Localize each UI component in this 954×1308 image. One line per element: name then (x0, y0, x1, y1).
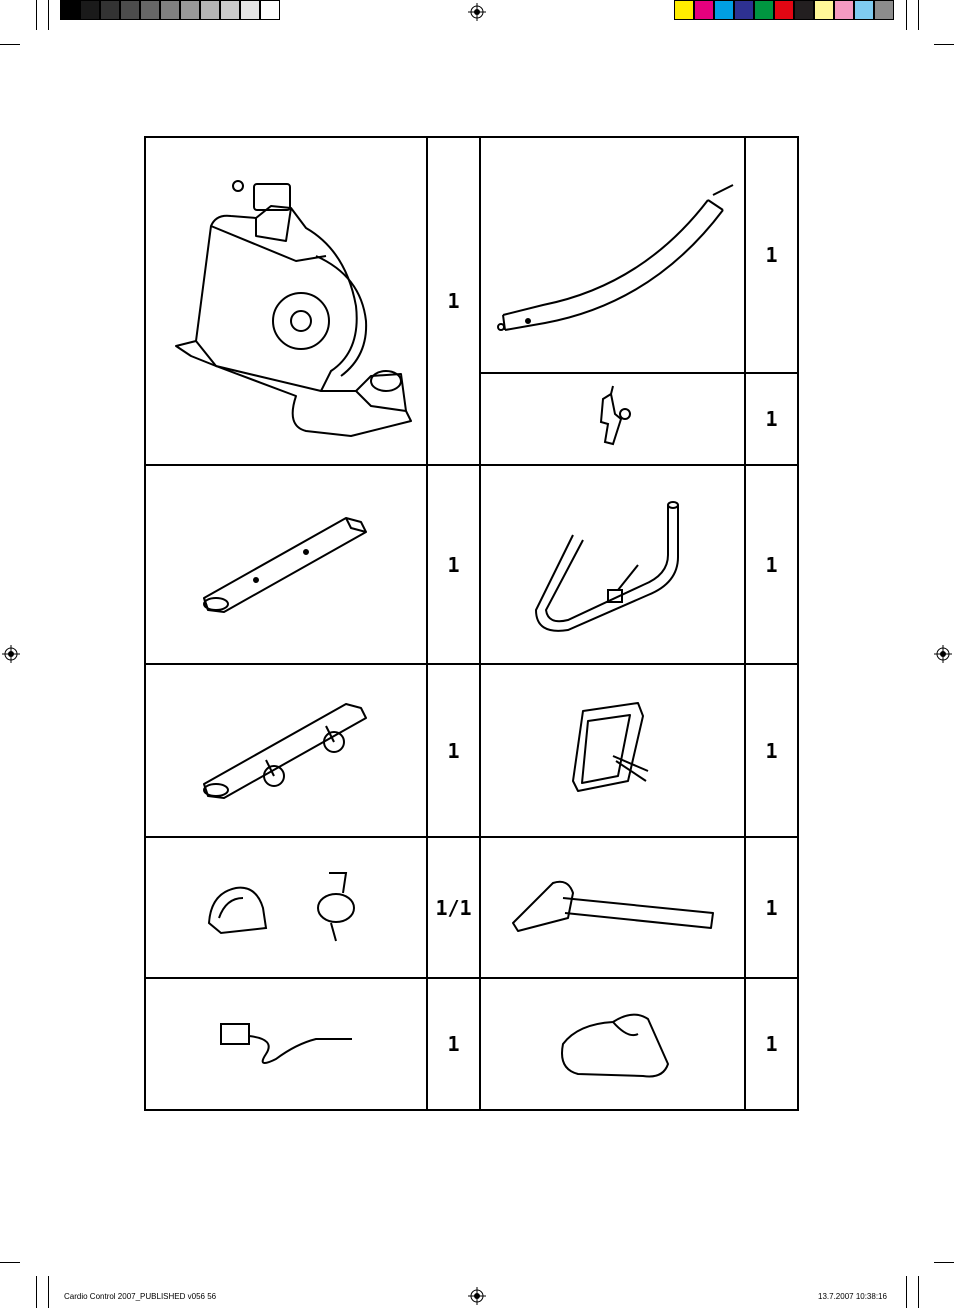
curved-tube-icon (483, 175, 743, 335)
part-cell (480, 373, 745, 465)
qty-cell (427, 837, 480, 978)
color-swatch (220, 0, 240, 20)
part-quantity: 1 (765, 552, 778, 577)
rear-stabilizer-icon (196, 510, 376, 620)
registration-mark-icon (934, 645, 952, 663)
part-quantity: 1 (765, 895, 778, 920)
part-quantity: 1 (447, 738, 460, 763)
color-swatch (140, 0, 160, 20)
qty-cell (745, 465, 798, 664)
crop-mark (0, 44, 20, 45)
color-swatch (160, 0, 180, 20)
color-swatch (180, 0, 200, 20)
color-swatch (774, 0, 794, 20)
color-swatch (100, 0, 120, 20)
part-cell (480, 465, 745, 664)
color-swatch (200, 0, 220, 20)
part-quantity: 1/1 (435, 895, 472, 920)
front-stabilizer-wheels-icon (196, 696, 376, 806)
qty-cell (745, 137, 798, 373)
color-swatch (834, 0, 854, 20)
console-icon (568, 701, 658, 801)
color-swatch (714, 0, 734, 20)
parts-list-table (144, 136, 799, 1111)
qty-cell (745, 837, 798, 978)
crop-mark (36, 1276, 37, 1308)
part-quantity: 1 (765, 1032, 778, 1056)
color-swatch (240, 0, 260, 20)
part-cell (145, 137, 427, 465)
crop-mark (48, 1276, 49, 1308)
color-swatch (814, 0, 834, 20)
part-cell (145, 465, 427, 664)
qty-cell (745, 373, 798, 465)
crop-mark (918, 1276, 919, 1308)
crop-mark (934, 44, 954, 45)
crop-mark (0, 1262, 20, 1263)
crop-mark (48, 0, 49, 30)
footer-timestamp: 13.7.2007 10:38:16 (818, 1292, 887, 1301)
part-cell (480, 837, 745, 978)
part-cell (480, 978, 745, 1110)
part-quantity: 1 (765, 407, 778, 431)
qty-cell (427, 978, 480, 1110)
color-swatch (60, 0, 80, 20)
color-swatch (754, 0, 774, 20)
part-quantity: 1 (447, 289, 460, 313)
qty-cell (427, 664, 480, 837)
color-swatch (694, 0, 714, 20)
handlebar-icon (528, 495, 698, 635)
pedals-icon (201, 863, 371, 953)
part-cell (145, 978, 427, 1110)
small-bracket-icon (583, 384, 643, 454)
color-swatch (874, 0, 894, 20)
part-cell (145, 664, 427, 837)
qty-cell (745, 978, 798, 1110)
part-quantity: 1 (447, 1032, 460, 1056)
saddle-icon (553, 1004, 673, 1084)
main-frame-icon (156, 156, 416, 446)
color-swatch (674, 0, 694, 20)
footer-file-info: Cardio Control 2007_PUBLISHED v056 56 (64, 1292, 217, 1301)
part-quantity: 1 (765, 243, 778, 267)
color-swatch (80, 0, 100, 20)
part-cell (145, 837, 427, 978)
seat-slide-icon (503, 873, 723, 943)
registration-mark-icon (2, 645, 20, 663)
registration-mark-icon (468, 3, 486, 21)
crop-mark (36, 0, 37, 30)
qty-cell (427, 465, 480, 664)
crop-mark (934, 1262, 954, 1263)
color-swatch (794, 0, 814, 20)
color-swatch (734, 0, 754, 20)
color-swatch (854, 0, 874, 20)
part-quantity: 1 (447, 552, 460, 577)
crop-mark (906, 1276, 907, 1308)
part-cell (480, 664, 745, 837)
color-swatch (260, 0, 280, 20)
registration-mark-icon (468, 1287, 486, 1305)
part-cell (480, 137, 745, 373)
qty-cell (427, 137, 480, 465)
crop-mark (918, 0, 919, 30)
part-quantity: 1 (765, 738, 778, 763)
qty-cell (745, 664, 798, 837)
color-swatch (120, 0, 140, 20)
power-adapter-icon (216, 1014, 356, 1074)
crop-mark (906, 0, 907, 30)
